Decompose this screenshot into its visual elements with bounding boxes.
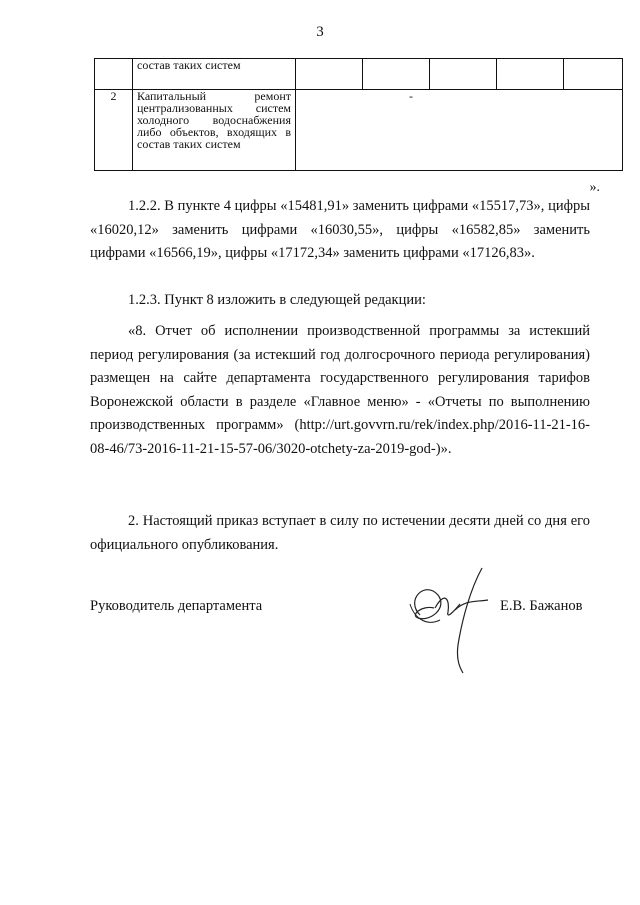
paragraph-1-2-3: 1.2.3. Пункт 8 изложить в следующей редакции: [128,292,426,308]
page-number: 3 [316,24,324,40]
paragraph-2-effective-date: 2. Настоящий приказ вступает в силу по истечении десяти дней со дня его официального опубликования. [90,513,590,553]
table-cell [497,59,564,90]
table-cell-name: состав таких систем [133,59,296,90]
handwritten-signature [400,560,510,675]
table-cell [564,59,623,90]
signatory-position: Руководитель департамента [90,598,263,614]
signatory-name: Е.В. Бажанов [500,598,583,614]
table-cell [296,59,363,90]
tariff-table [94,58,623,171]
table-row [95,90,623,171]
table-cell-number: 2 [95,90,133,171]
table-cell [430,59,497,90]
table-cell-name: Капитальный ремонт централизованных систем холодного водоснабжения либо объектов, входящих в состав таких систем [133,90,296,171]
paragraph-1-2-2: 1.2.2. В пункте 4 цифры «15481,91» заменить цифрами «15517,73», цифры «16020,12» заменить цифрами «16030,55», цифры «16582,85» заменить цифрами «16566,19», цифры «17172,34» заменить цифрами «17126,83». [90,198,590,261]
table-closing-quote: ». [589,180,600,195]
table-cell-number [95,59,133,90]
table-cell-value-text: - [409,89,413,103]
table-row [95,59,623,90]
table-cell-value [296,90,623,171]
table-cell [363,59,430,90]
paragraph-8-new-edition: «8. Отчет об исполнении производственной программы за истекший период регулирования (за истекший год долгосрочного периода регулирования) размещен на сайте департамента государственного регулирования тарифов Воронежской области в разделе «Главное меню» - «Отчеты по выполнению производственных программ» (http://urt.govvrn.ru/rek/index.php/2016-11-21-16-08-46/73-2016-11-21-15-57-06/3020-otchety-za-2019-god-)». [90,323,590,457]
